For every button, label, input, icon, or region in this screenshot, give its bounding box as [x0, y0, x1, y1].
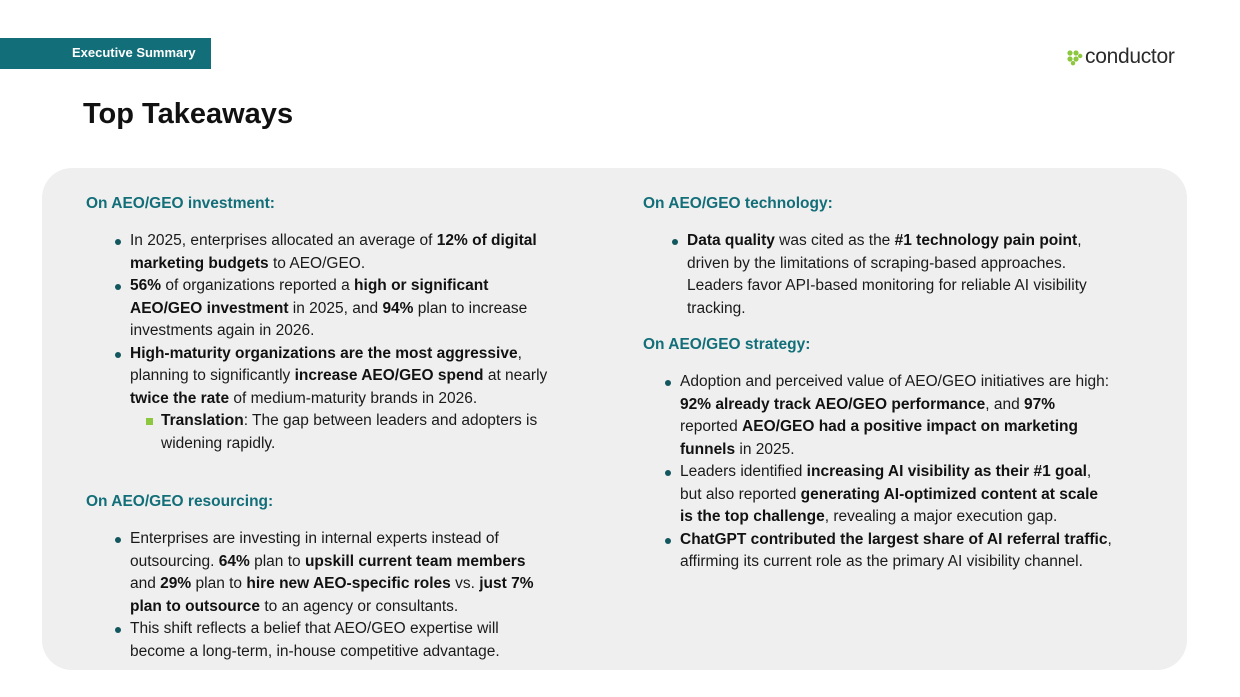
- section-tag: Executive Summary: [0, 38, 211, 69]
- list-item: Adoption and perceived value of AEO/GEO initiatives are high: 92% already track AEO/GEO performance, and 97% reported AEO/GEO had a positive impact on marketing funnels in 2025.: [665, 371, 1115, 461]
- investment-heading: On AEO/GEO investment:: [86, 195, 275, 212]
- brand-logo: [1066, 44, 1175, 70]
- technology-heading: On AEO/GEO technology:: [643, 195, 833, 212]
- sub-list-item: Translation: The gap between leaders and adopters is widening rapidly.: [130, 410, 555, 455]
- list-item: In 2025, enterprises allocated an average of 12% of digital marketing budgets to AEO/GEO.: [115, 230, 555, 275]
- investment-sublist: [130, 410, 555, 455]
- takeaways-panel: [42, 168, 1187, 670]
- list-item: 56% of organizations reported a high or significant AEO/GEO investment in 2025, and 94% plan to increase investments again in 2026.: [115, 275, 555, 343]
- list-item: Enterprises are investing in internal experts instead of outsourcing. 64% plan to upskill current team members and 29% plan to hire new AEO-specific roles vs. just 7% plan to outsource to an agency or consultants.: [115, 528, 555, 618]
- technology-list: [672, 230, 1112, 320]
- investment-list: [115, 230, 555, 455]
- logo-wordmark: conductor: [1085, 45, 1175, 68]
- list-item: Leaders identified increasing AI visibility as their #1 goal, but also reported generating AI-optimized content at scale is the top challenge, revealing a major execution gap.: [665, 461, 1115, 529]
- resourcing-list: [115, 528, 555, 663]
- list-item: This shift reflects a belief that AEO/GEO expertise will become a long-term, in-house competitive advantage.: [115, 618, 555, 663]
- resourcing-heading: On AEO/GEO resourcing:: [86, 493, 274, 510]
- list-item: Data quality was cited as the #1 technology pain point, driven by the limitations of scraping-based approaches. Leaders favor API-based monitoring for reliable AI visibility tracking.: [672, 230, 1112, 320]
- page-title: Top Takeaways: [83, 98, 294, 130]
- strategy-list: [665, 371, 1115, 574]
- strategy-heading: On AEO/GEO strategy:: [643, 336, 811, 353]
- list-item: High-maturity organizations are the most aggressive, planning to significantly increase AEO/GEO spend at nearly twice the rate of medium-maturity brands in 2026. Translation: The gap between leaders and adopters is widening rapidly.: [115, 343, 555, 456]
- list-item: ChatGPT contributed the largest share of AI referral traffic, affirming its current role as the primary AI visibility channel.: [665, 529, 1115, 574]
- conductor-flower-icon: [1066, 49, 1083, 66]
